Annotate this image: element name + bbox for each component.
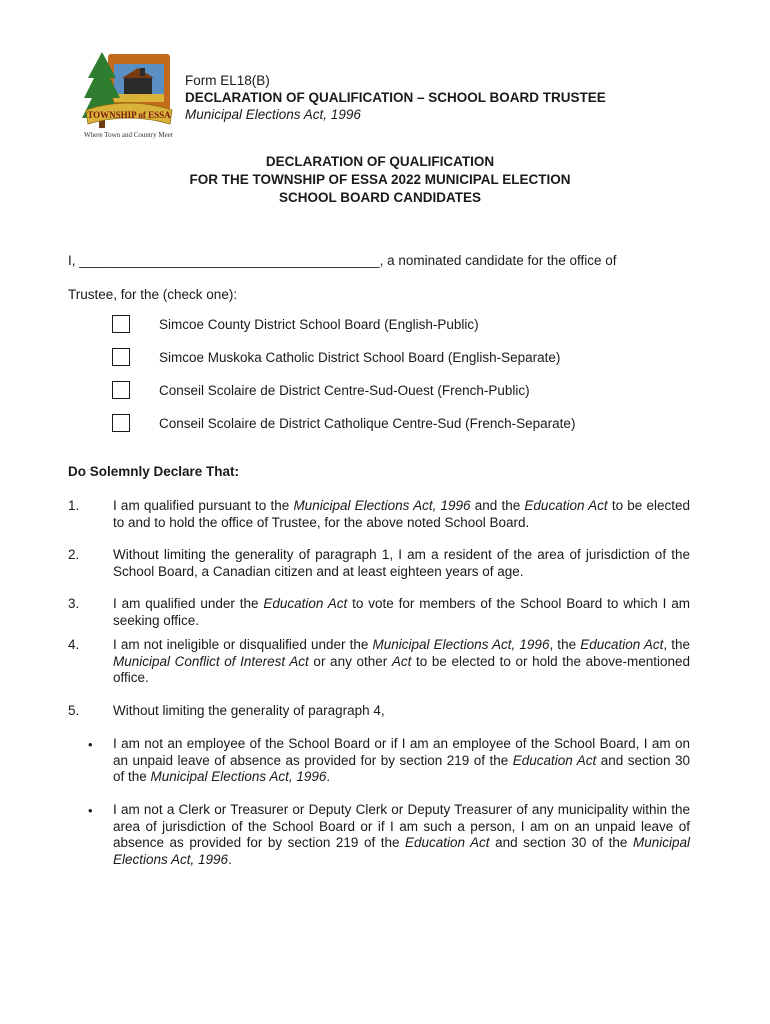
text-run: or any other xyxy=(308,653,392,669)
form-header xyxy=(185,72,606,123)
text-run: I am qualified pursuant to the xyxy=(113,498,294,513)
option-label: Simcoe Muskoka Catholic District School Board (English-Separate) xyxy=(159,350,561,365)
form-act: Municipal Elections Act, 1996 xyxy=(185,107,361,122)
italic-text-run: Education Act xyxy=(512,752,597,768)
item-text xyxy=(113,596,690,629)
italic-text-run: Education Act xyxy=(524,498,608,513)
title-line-3: SCHOOL BOARD CANDIDATES xyxy=(278,190,481,205)
declare-heading: Do Solemnly Declare That: xyxy=(68,464,240,479)
item-number: 2. xyxy=(68,547,80,562)
text-run: I am not ineligible or disqualified under the xyxy=(113,637,373,652)
logo-tagline: Where Town and Country Meet xyxy=(84,131,173,139)
bullet-text xyxy=(113,736,690,786)
document-title xyxy=(0,153,760,207)
check-prompt: Trustee, for the (check one): xyxy=(68,287,238,302)
italic-text-run: Municipal Elections Act, 1996 xyxy=(293,498,471,513)
item-text xyxy=(113,498,690,531)
text-run: Without limiting the generality of paragraph 4, xyxy=(113,703,385,718)
italic-text-run: Municipal Conflict of Interest Act xyxy=(113,653,309,669)
text-run: to be elected to or hold the above-mentioned office. xyxy=(113,653,690,685)
text-run: . xyxy=(326,769,331,784)
text-run: . xyxy=(228,851,232,867)
item-text xyxy=(113,637,690,687)
text-run: and the xyxy=(470,498,525,513)
text-run: and section 30 of the xyxy=(489,835,633,850)
bullet-icon: • xyxy=(88,737,93,752)
option-label: Conseil Scolaire de District Centre-Sud-Ouest (French-Public) xyxy=(159,383,530,398)
title-line-2: FOR THE TOWNSHIP OF ESSA 2022 MUNICIPAL ELECTION xyxy=(189,172,571,187)
title-line-1: DECLARATION OF QUALIFICATION xyxy=(265,154,495,169)
logo-text: TOWNSHIP of ESSA xyxy=(87,110,171,120)
bullet-text xyxy=(113,802,690,868)
item-number: 3. xyxy=(68,596,80,611)
italic-text-run: Education Act xyxy=(263,596,348,611)
township-of-essa-logo xyxy=(80,48,176,144)
italic-text-run: Act xyxy=(391,653,412,669)
text-run: I am qualified under the xyxy=(113,596,264,611)
checkbox-english-public[interactable] xyxy=(112,315,130,333)
italic-text-run: Education Act xyxy=(405,835,490,850)
option-label: Conseil Scolaire de District Catholique Centre-Sud (French-Separate) xyxy=(159,416,576,431)
name-prefix: I, xyxy=(68,253,76,268)
text-run: to vote for members of the School Board to which I am seeking office. xyxy=(113,596,691,628)
item-number: 1. xyxy=(68,498,80,513)
item-number: 5. xyxy=(68,703,80,718)
form-code: Form EL18(B) xyxy=(185,73,270,88)
checkbox-french-separate[interactable] xyxy=(112,414,130,432)
option-label: Simcoe County District School Board (English-Public) xyxy=(159,317,479,332)
checkbox-english-separate[interactable] xyxy=(112,348,130,366)
candidate-name-field[interactable]: ________________________________________ xyxy=(79,253,380,268)
italic-text-run: Municipal Elections Act, 1996 xyxy=(113,835,690,867)
text-run: Without limiting the generality of paragraph 1, I am a resident of the area of jurisdiction of the School Board, a Canadian citizen and at least eighteen years of age. xyxy=(113,547,690,579)
item-number: 4. xyxy=(68,637,80,652)
text-run: I am not a Clerk or Treasurer or Deputy Clerk or Deputy Treasurer of any municipality within the area of jurisdiction of the School Board or if I am such a person, I am on an unpaid leave of absence as provided for by section 219 of the xyxy=(113,802,690,850)
text-run: to be elected to and to hold the office of Trustee, for the above noted School Board. xyxy=(113,498,691,530)
italic-text-run: Municipal Elections Act, 1996 xyxy=(372,637,550,652)
item-text xyxy=(113,703,690,720)
name-suffix: , a nominated candidate for the office of xyxy=(379,253,617,268)
text-run: , the xyxy=(663,637,690,652)
bullet-icon: • xyxy=(88,803,93,818)
item-text xyxy=(113,547,690,580)
text-run: I am not an employee of the School Board or if I am an employee of the School Board, I am on an unpaid leave of absence as provided for by section 219 of the xyxy=(113,736,690,768)
name-line xyxy=(68,253,617,268)
italic-text-run: Education Act xyxy=(580,637,664,652)
text-run: , the xyxy=(549,637,581,652)
checkbox-french-public[interactable] xyxy=(112,381,130,399)
form-title: DECLARATION OF QUALIFICATION – SCHOOL BOARD TRUSTEE xyxy=(185,90,606,105)
text-run: and section 30 of the xyxy=(113,752,690,784)
italic-text-run: Municipal Elections Act, 1996 xyxy=(150,769,327,784)
